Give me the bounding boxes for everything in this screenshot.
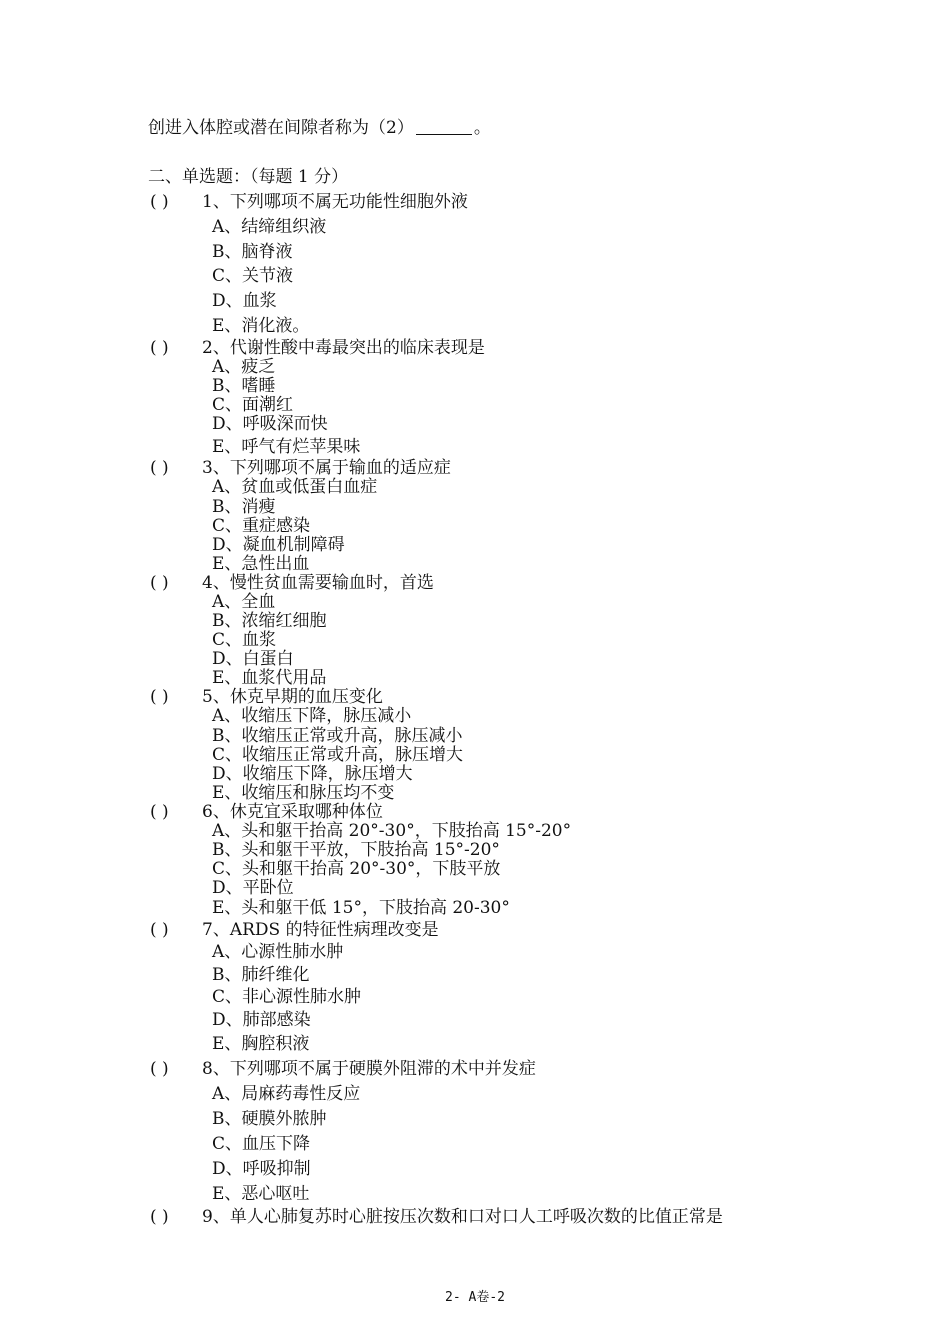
answer-paren[interactable]: ( ) xyxy=(150,802,169,822)
answer-paren[interactable]: ( ) xyxy=(150,1207,169,1227)
option-8d: D、呼吸抑制 xyxy=(212,1159,311,1179)
option-6e: E、头和躯干低 15°，下肢抬高 20-30° xyxy=(212,898,510,918)
answer-paren[interactable]: ( ) xyxy=(150,458,169,478)
question-5 xyxy=(150,687,383,707)
option-2e: E、呼气有烂苹果味 xyxy=(212,437,361,457)
option-1c: C、关节液 xyxy=(212,266,294,286)
question-6 xyxy=(150,802,383,822)
intro-line xyxy=(148,118,491,138)
option-4b: B、浓缩红细胞 xyxy=(212,611,327,631)
option-4a: A、全血 xyxy=(212,592,276,612)
answer-paren[interactable]: ( ) xyxy=(150,573,169,593)
question-3 xyxy=(150,458,451,478)
option-7b: B、肺纤维化 xyxy=(212,965,310,985)
answer-paren[interactable]: ( ) xyxy=(150,338,169,358)
option-1b: B、脑脊液 xyxy=(212,242,293,262)
intro-end: 。 xyxy=(473,118,491,138)
option-2b: B、嗜睡 xyxy=(212,376,276,396)
option-3c: C、重症感染 xyxy=(212,516,311,536)
option-7d: D、肺部感染 xyxy=(212,1010,311,1030)
option-8b: B、硬膜外脓肿 xyxy=(212,1109,327,1129)
option-8c: C、血压下降 xyxy=(212,1134,311,1154)
question-9 xyxy=(150,1207,723,1227)
question-text: 6、休克宜采取哪种体位 xyxy=(202,802,383,822)
page-footer: 2- A卷-2 xyxy=(445,1290,505,1305)
option-6d: D、平卧位 xyxy=(212,878,294,898)
intro-text: 创进入体腔或潜在间隙者称为（2） xyxy=(148,118,414,138)
option-4d: D、白蛋白 xyxy=(212,649,294,669)
answer-paren[interactable]: ( ) xyxy=(150,920,169,940)
option-5e: E、收缩压和脉压均不变 xyxy=(212,783,395,803)
option-8a: A、局麻药毒性反应 xyxy=(212,1084,361,1104)
option-7a: A、心源性肺水肿 xyxy=(212,942,344,962)
answer-paren[interactable]: ( ) xyxy=(150,192,169,212)
option-3e: E、急性出血 xyxy=(212,554,310,574)
question-text: 1、下列哪项不属无功能性细胞外液 xyxy=(202,192,468,212)
question-8 xyxy=(150,1059,536,1079)
option-5a: A、收缩压下降，脉压减小 xyxy=(212,706,412,726)
option-8e: E、恶心呕吐 xyxy=(212,1184,310,1204)
question-text: 8、下列哪项不属于硬膜外阻滞的术中并发症 xyxy=(202,1059,536,1079)
option-1d: D、血浆 xyxy=(212,291,277,311)
option-4c: C、血浆 xyxy=(212,630,277,650)
option-7e: E、胸腔积液 xyxy=(212,1034,310,1054)
option-5b: B、收缩压正常或升高，脉压减小 xyxy=(212,726,463,746)
question-text: 4、慢性贫血需要输血时，首选 xyxy=(202,573,434,593)
option-5d: D、收缩压下降，脉压增大 xyxy=(212,764,413,784)
question-4 xyxy=(150,573,434,593)
option-3a: A、贫血或低蛋白血症 xyxy=(212,477,378,497)
answer-paren[interactable]: ( ) xyxy=(150,1059,169,1079)
option-2d: D、呼吸深而快 xyxy=(212,414,328,434)
question-text: 5、休克早期的血压变化 xyxy=(202,687,383,707)
section-title: 二、单选题：（每题 1 分） xyxy=(148,167,349,187)
question-text: 9、单人心肺复苏时心脏按压次数和口对口人工呼吸次数的比值正常是 xyxy=(202,1207,723,1227)
option-3b: B、消瘦 xyxy=(212,497,276,517)
question-2 xyxy=(150,338,485,358)
answer-paren[interactable]: ( ) xyxy=(150,687,169,707)
question-text: 7、ARDS 的特征性病理改变是 xyxy=(202,920,439,940)
option-5c: C、收缩压正常或升高，脉压增大 xyxy=(212,745,464,765)
option-7c: C、非心源性肺水肿 xyxy=(212,987,362,1007)
option-6c: C、头和躯干抬高 20°-30°，下肢平放 xyxy=(212,859,501,879)
question-1 xyxy=(150,192,468,212)
answer-blank[interactable] xyxy=(416,118,472,135)
option-6b: B、头和躯干平放，下肢抬高 15°-20° xyxy=(212,840,500,860)
option-6a: A、头和躯干抬高 20°-30°，下肢抬高 15°-20° xyxy=(212,821,572,841)
question-text: 3、下列哪项不属于输血的适应症 xyxy=(202,458,451,478)
question-text: 2、代谢性酸中毒最突出的临床表现是 xyxy=(202,338,485,358)
option-1e: E、消化液。 xyxy=(212,316,310,336)
question-7 xyxy=(150,920,439,940)
option-4e: E、血浆代用品 xyxy=(212,668,327,688)
option-2a: A、疲乏 xyxy=(212,357,276,377)
option-2c: C、面潮红 xyxy=(212,395,294,415)
option-3d: D、凝血机制障碍 xyxy=(212,535,345,555)
option-1a: A、结缔组织液 xyxy=(212,217,327,237)
